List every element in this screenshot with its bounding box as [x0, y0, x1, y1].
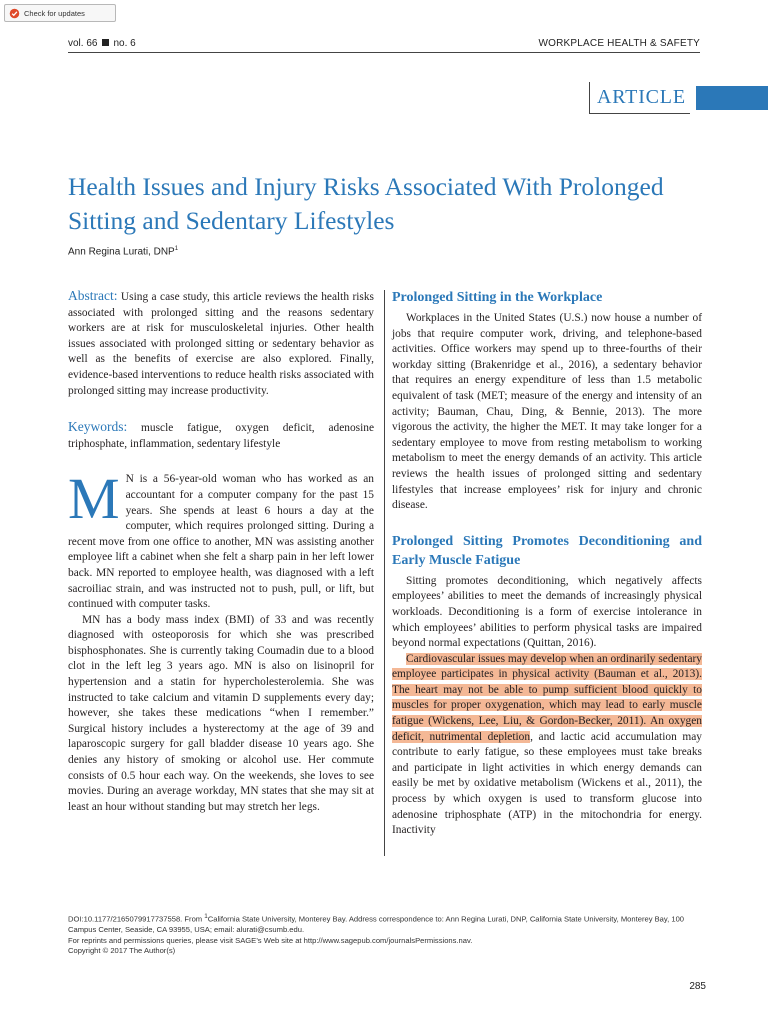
journal-name: WORKPLACE HEALTH & SAFETY	[538, 38, 700, 49]
affiliation-text: California State University, Monterey Bay. Address correspondence to: Ann Regina Lurati, DNP, California State University, Monterey Bay, 100 Campus Center, Seaside, CA 93955, USA; email: alurati@csumb.edu.	[68, 914, 685, 935]
author-affiliation-mark: 1	[174, 246, 179, 252]
author-name: Ann Regina Lurati, DNP	[68, 246, 175, 258]
column-divider	[384, 290, 385, 856]
update-badge-icon	[9, 8, 20, 19]
keywords-text: muscle fatigue, oxygen deficit, adenosine triphosphate, inflammation, sedentary lifestyle	[68, 422, 374, 450]
section-workplace-text: Workplaces in the United States (U.S.) now house a number of jobs that require computer work, driving, and telephone-based activities. Office workers may spend up to three-fourths of their workday sitting (Brakenridge et al., 2016), a sedentary behavior that requires an energy expenditure of less than 1.5 metabolic equivalent of task (MET; measure of the energy and intensity of an activity; Bauman, Chau, Ding, & Bennie, 2013). The more vigorous the activity, the higher the MET. It may take longer for a sedentary employee to move from resting metabolism to working metabolism to meet the energy demands of an activity. This article reviews the health issues of prolonged sitting and sedentary lifestyles that increase employees’ risk for injury and chronic disease.	[392, 312, 702, 512]
reprints-note: For reprints and permissions queries, please visit SAGE’s Web site at http://www.sagepub.com/journalsPermissions.nav.	[68, 935, 473, 945]
deconditioning-paragraph-1: Sitting promotes deconditioning, which negatively affects employees’ abilities to meet the demands of increasingly physical workloads. Deconditioning is a form of exercise intolerance in which employees’ abilities to perform physical tasks are impaired beyond normal expectations (Quittan, 2016).	[392, 574, 702, 650]
abstract-label: Abstract:	[68, 288, 118, 303]
keywords-label: Keywords:	[68, 419, 128, 435]
issue-label: no. 6	[113, 38, 136, 49]
page-number: 285	[689, 981, 706, 992]
abstract-text: Using a case study, this article reviews the health risks associated with prolonged sitting and the reasons sedentary workers are at risk for musculoskeletal injuries. Other health issues associated with prolonged sitting or sedentary behavior as well as the benefits of exercise are also explored. Finally, evidence-based interventions to reduce health risks associated with prolonged sitting may increase productivity.	[68, 291, 374, 397]
abstract	[68, 288, 374, 399]
affiliation-mark: 1	[204, 913, 208, 920]
article-title: Health Issues and Injury Risks Associated With Prolonged Sitting and Sedentary Lifestyles	[68, 172, 664, 235]
case-paragraph-2: MN has a body mass index (BMI) of 33 and was recently diagnosed with osteoporosis for which she was prescribed bisphosphonates. She is currently taking Coumadin due to a blood clot in the left leg 3 years ago. MN is also on lisinopril for hypertension and a statin for hypercholesterolemia. She was instructed to take calcium and vitamin D supplements every day; however, she takes these medications “when I remember.” Surgical history includes a hysterectomy at the age of 39 and laparoscopic surgery for gall bladder disease 10 years ago. She denies any history of smoking or alcohol use. Her commute consists of 0.5 hour each way. On the weekends, she loves to see movies. During an average workday, MN states that she may sit at least an hour without standing but may stretch her legs.	[68, 613, 374, 813]
keywords	[68, 419, 374, 452]
deconditioning-paragraph-2-rest: , and lactic acid accumulation may contribute to early fatigue, so these employees must take breaks and participate in light activities in which energy demands can easily be met by oxidative metabolism (Wickens et al., 2011), the process by which oxygen is used to transform glucose into adenosine triphosphate (ATP) in the mitochondria for energy. Inactivity	[392, 730, 702, 837]
header-rule	[68, 52, 700, 53]
article-type-label: ARTICLE	[597, 86, 686, 108]
volume-issue	[68, 38, 136, 49]
check-for-updates-label: Check for updates	[24, 8, 85, 18]
section-heading-workplace: Prolonged Sitting in the Workplace	[392, 290, 603, 305]
deconditioning-paragraph-2	[392, 652, 702, 839]
drop-cap: M	[68, 466, 120, 532]
check-for-updates-button[interactable]	[4, 4, 116, 22]
doi-prefix: DOI:10.1177/2165079917737558. From	[68, 914, 205, 924]
volume-label: vol. 66	[68, 38, 98, 49]
author-line	[68, 246, 178, 257]
highlighted-passage: Cardiovascular issues may develop when an ordinarily sedentary employee participates in physical activity (Bauman et al., 2013). The heart may not be able to pump sufficient blood quickly to muscles for proper oxygenation, which may lead to early muscle fatigue (Wickens, Lee, Liu, & Gordon-Becker, 2011). An oxygen deficit, nutrimental depletion	[392, 652, 702, 743]
doi-note	[68, 912, 708, 936]
separator-square-icon	[102, 39, 109, 46]
case-paragraph-1	[68, 466, 374, 612]
copyright-note: Copyright © 2017 The Author(s)	[68, 946, 176, 956]
left-column	[68, 288, 374, 815]
right-column	[392, 288, 702, 839]
section-heading-deconditioning: Prolonged Sitting Promotes Deconditioning and Early Muscle Fatigue	[392, 533, 702, 568]
footer-notes	[68, 912, 708, 957]
case-paragraph-1-text: N is a 56-year-old woman who has worked as an accountant for a computer company for the past 15 years. She spends at least 6 hours a day at the computer, which requires prolonged sitting. During a recent move from one office to another, MN was assisting another employee lift a cabinet when she felt a sharp pain in her left lower back. MN reported to employee health, was diagnosed with a left sacroiliac strain, and was instructed not to push, pull, or lift, but continued with computer tasks.	[68, 473, 374, 611]
article-type-bar	[696, 86, 768, 110]
